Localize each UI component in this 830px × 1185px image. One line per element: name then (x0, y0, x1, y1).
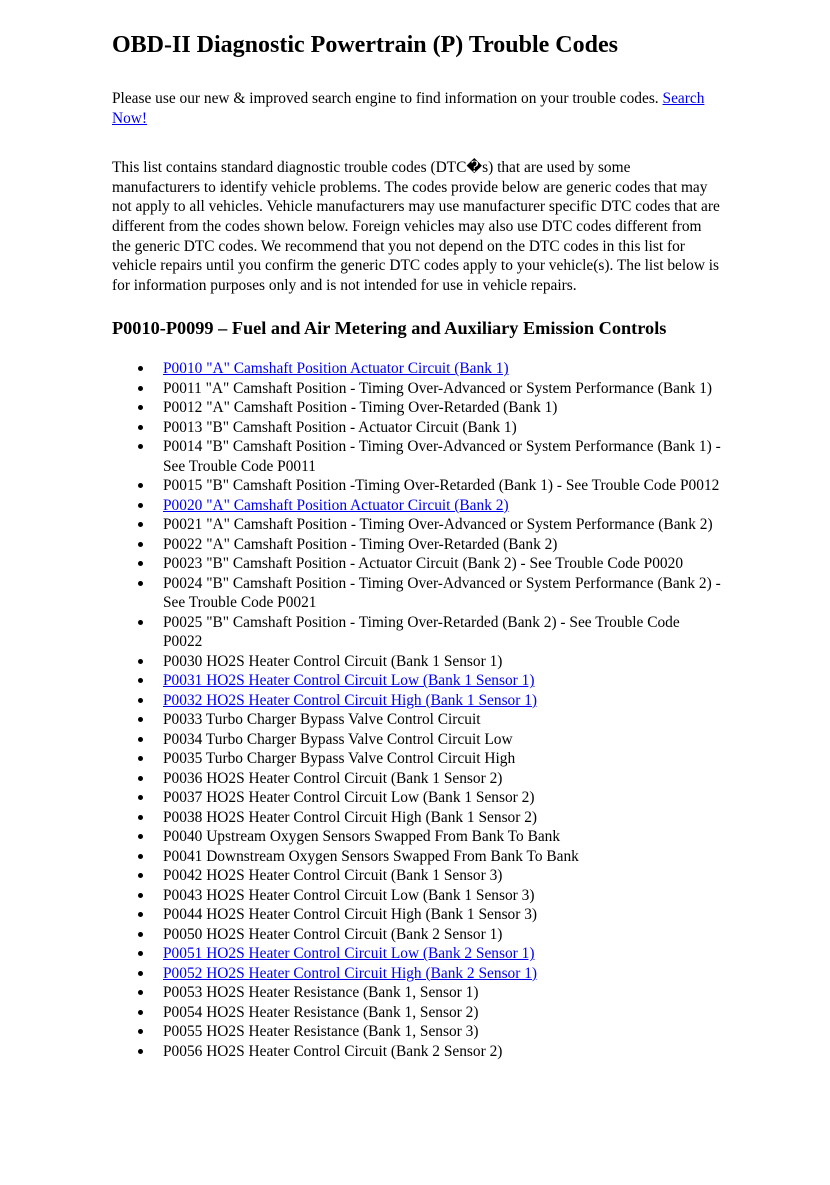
trouble-code-item (163, 418, 722, 438)
trouble-code-text: P0044 HO2S Heater Control Circuit High (Bank 1 Sensor 3) (163, 906, 538, 924)
intro-text: Please use our new & improved search engine to find information on your trouble codes. (112, 90, 663, 107)
trouble-code-item (163, 788, 722, 808)
trouble-code-text: P0056 HO2S Heater Control Circuit (Bank 2 Sensor 2) (163, 1042, 503, 1060)
trouble-code-item (163, 613, 722, 652)
trouble-code-item (163, 691, 722, 711)
section-heading: P0010-P0099 – Fuel and Air Metering and Auxiliary Emission Controls (112, 318, 667, 339)
trouble-code-item (163, 808, 722, 828)
trouble-code-item (163, 476, 722, 496)
trouble-code-item (163, 964, 722, 984)
trouble-code-item (163, 1042, 722, 1062)
trouble-code-text: P0024 "B" Camshaft Position - Timing Over-Advanced or System Performance (Bank 2) - See Trouble Code P0021 (163, 574, 721, 612)
trouble-code-item (163, 1003, 722, 1023)
trouble-code-text: P0034 Turbo Charger Bypass Valve Control Circuit Low (163, 730, 513, 748)
trouble-code-text: P0014 "B" Camshaft Position - Timing Over-Advanced or System Performance (Bank 1) - See Trouble Code P0011 (163, 438, 721, 475)
trouble-code-text: P0041 Downstream Oxygen Sensors Swapped From Bank To Bank (163, 847, 579, 865)
trouble-code-item (163, 379, 722, 399)
trouble-code-text: P0055 HO2S Heater Resistance (Bank 1, Sensor 3) (163, 1023, 479, 1041)
trouble-code-item (163, 554, 722, 574)
trouble-code-text: P0015 "B" Camshaft Position -Timing Over-Retarded (Bank 1) - See Trouble Code P0012 (163, 477, 720, 495)
trouble-code-link[interactable]: P0031 HO2S Heater Control Circuit Low (Bank 1 Sensor 1) (163, 672, 535, 690)
trouble-code-text: P0036 HO2S Heater Control Circuit (Bank 1 Sensor 2) (163, 769, 503, 787)
trouble-code-text: P0033 Turbo Charger Bypass Valve Control Circuit (163, 711, 481, 729)
trouble-code-item (163, 535, 722, 555)
intro-paragraph (112, 89, 722, 128)
trouble-code-item (163, 749, 722, 769)
trouble-code-item (163, 925, 722, 945)
trouble-code-link[interactable]: P0032 HO2S Heater Control Circuit High (Bank 1 Sensor 1) (163, 691, 538, 709)
trouble-code-text: P0043 HO2S Heater Control Circuit Low (Bank 1 Sensor 3) (163, 886, 535, 904)
trouble-code-text: P0035 Turbo Charger Bypass Valve Control Circuit High (163, 750, 516, 768)
trouble-code-item (163, 769, 722, 789)
trouble-code-item (163, 398, 722, 418)
trouble-code-item (163, 944, 722, 964)
trouble-code-text: P0042 HO2S Heater Control Circuit (Bank 1 Sensor 3) (163, 867, 503, 885)
trouble-code-text: P0021 "A" Camshaft Position - Timing Over-Advanced or System Performance (Bank 2) (163, 516, 713, 534)
trouble-code-text: P0053 HO2S Heater Resistance (Bank 1, Sensor 1) (163, 984, 479, 1002)
trouble-code-text: P0038 HO2S Heater Control Circuit High (Bank 1 Sensor 2) (163, 808, 538, 826)
trouble-code-text: P0050 HO2S Heater Control Circuit (Bank 2 Sensor 1) (163, 925, 503, 943)
trouble-code-item (163, 496, 722, 516)
trouble-code-text: P0011 "A" Camshaft Position - Timing Over-Advanced or System Performance (Bank 1) (163, 379, 713, 397)
trouble-code-item (163, 866, 722, 886)
trouble-code-item (163, 710, 722, 730)
trouble-code-item (163, 730, 722, 750)
trouble-code-item (163, 905, 722, 925)
trouble-code-item (163, 515, 722, 535)
trouble-code-text: P0054 HO2S Heater Resistance (Bank 1, Sensor 2) (163, 1003, 479, 1021)
trouble-code-link[interactable]: P0052 HO2S Heater Control Circuit High (Bank 2 Sensor 1) (163, 964, 538, 982)
disclaimer-paragraph: This list contains standard diagnostic trouble codes (DTC�s) that are used by some manufacturers to identify vehicle problems. The codes provide below are generic codes that may not apply to all vehicles. Vehicle manufacturers may use manufacturer specific DTC codes that are different from the codes shown below. Foreign vehicles may also use DTC codes different from the generic DTC codes. We recommend that you not depend on the DTC codes in this list for vehicle repairs until you confirm the generic DTC codes apply to your vehicle(s). The list below is for information purposes only and is not intended for use in vehicle repairs. (112, 159, 720, 294)
trouble-code-item (163, 652, 722, 672)
trouble-code-item (163, 437, 722, 476)
trouble-code-text: P0022 "A" Camshaft Position - Timing Over-Retarded (Bank 2) (163, 535, 558, 553)
trouble-code-link[interactable]: P0051 HO2S Heater Control Circuit Low (Bank 2 Sensor 1) (163, 945, 535, 963)
trouble-code-item (163, 359, 722, 379)
trouble-code-text: P0030 HO2S Heater Control Circuit (Bank 1 Sensor 1) (163, 652, 503, 670)
trouble-code-item (163, 983, 722, 1003)
trouble-code-item (163, 671, 722, 691)
trouble-code-text: P0012 "A" Camshaft Position - Timing Over-Retarded (Bank 1) (163, 399, 558, 417)
trouble-code-item (163, 886, 722, 906)
search-now-link[interactable]: Search Now! (112, 90, 705, 127)
trouble-code-item (163, 847, 722, 867)
trouble-code-text: P0025 "B" Camshaft Position - Timing Over-Retarded (Bank 2) - See Trouble Code P0022 (163, 613, 680, 651)
page-title: OBD-II Diagnostic Powertrain (P) Trouble Codes (112, 32, 618, 58)
trouble-code-link[interactable]: P0010 "A" Camshaft Position Actuator Circuit (Bank 1) (163, 360, 509, 378)
trouble-code-item (163, 574, 722, 613)
trouble-code-text: P0023 "B" Camshaft Position - Actuator Circuit (Bank 2) - See Trouble Code P0020 (163, 555, 684, 573)
trouble-code-item (163, 827, 722, 847)
trouble-code-list (112, 359, 722, 1061)
trouble-code-item (163, 1022, 722, 1042)
trouble-code-text: P0013 "B" Camshaft Position - Actuator Circuit (Bank 1) (163, 418, 517, 436)
trouble-code-text: P0040 Upstream Oxygen Sensors Swapped From Bank To Bank (163, 828, 561, 846)
trouble-code-text: P0037 HO2S Heater Control Circuit Low (Bank 1 Sensor 2) (163, 789, 535, 807)
trouble-code-link[interactable]: P0020 "A" Camshaft Position Actuator Circuit (Bank 2) (163, 496, 509, 514)
